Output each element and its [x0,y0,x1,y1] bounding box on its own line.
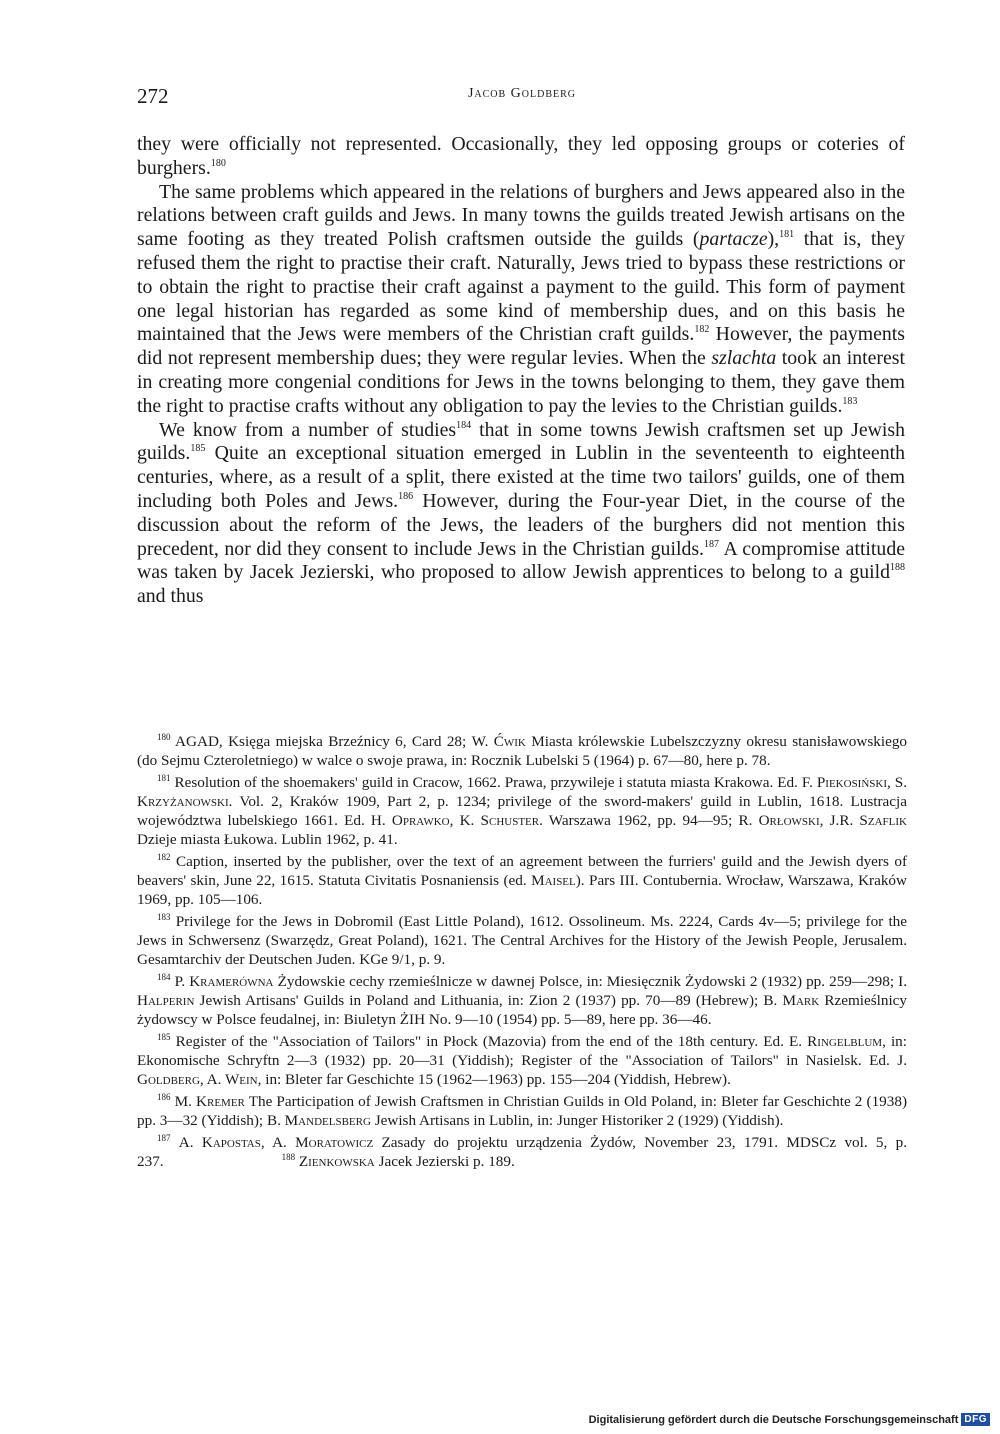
footnote-182 [137,852,907,909]
footnote-text: Resolution of the shoemakers' guild in Cracow, 1662. Prawa, przywileje i statuta miasta Krakowa. Ed. [170,774,802,791]
footnote-181 [137,773,907,849]
page-header [137,84,907,110]
dfg-logo-icon: DFG [961,1413,990,1426]
footnote-text: , in: Ekonomische Schryftn 2—3 (1932) pp. 20—31 (Yiddish); Register of the "Association of Tailors" in Nasielsk. Ed. [137,1033,907,1069]
text-run: A compromise attitude was taken by Jacek Jezierski, who proposed to allow Jewish apprentices to belong to a guild [137,537,905,584]
footnote-number: 185 [157,1032,171,1042]
text-run: took an interest in creating more congenial conditions for Jews in the towns belonging to them, they gave them the right to practise crafts without any obligation to pay the levies to the Christian guilds. [137,347,905,417]
footnote-ref-183[interactable]: 183 [842,395,858,407]
author-name: J. Goldberg, A. Wein [137,1052,907,1088]
footnote-text: Żydowskie cechy rzemieślnicze w dawnej Polsce, in: Miesięcznik Żydowski 2 (1932) pp. 259—298; [273,973,899,990]
footnote-ref-187[interactable]: 187 [703,538,719,550]
author-name: B. Mandelsberg [266,1112,371,1129]
footnote-text: Jewish Artisans' Guilds in Poland and Lithuania, in: Zion 2 (1937) pp. 70—89 (Hebrew); [194,992,764,1009]
banner-text: Digitalisierung gefördert durch die Deutsche Forschungsgemeinschaft [588,1413,959,1426]
footnote-ref-181[interactable]: 181 [779,229,795,241]
footnote-text: . Vol. 2, Kraków 1909, Part 2, p. 1234; privilege of the sword-makers' guild in Lublin, 1618. Lustracja województwa lubelskiego 1661. Ed. [137,793,907,829]
author-name: B. Mark [763,992,820,1009]
author-name: E. Ringelblum [789,1033,883,1050]
running-head: Jacob Goldberg [467,86,577,101]
author-name: R. Orłowski, J.R. Szaflik [738,812,907,829]
footnote-number: 184 [157,972,171,982]
paragraph-3 [137,419,905,609]
footnote-text: Caption, inserted by the publisher, over the text of an agreement between the furriers' guild and the Jewish dyers of beavers' skin, June 22, 1615. Statuta Civitatis Posnaniensis (ed. [137,853,907,889]
footnote-number: 183 [157,912,171,922]
author-name: M. Kremer [174,1093,245,1110]
digitization-banner [589,1413,990,1426]
footnote-185 [137,1032,907,1089]
footnote-text: Privilege for the Jews in Dobromil (East Little Poland), 1612. Ossolineum. Ms. 2224, Cards 4v—5; privilege for the Jews in Schwersenz (Swarzędz, Great Poland), 1621. The Central Archives for the History of the Jewish People, Jerusalem. Gesamtarchiv der Deutschen Juden. KGe 9/1, p. 9. [137,913,907,968]
text-run: that in some towns Jewish craftsmen set up Jewish guilds. [137,418,905,465]
footnote-text: Jacek Jezierski p. 189. [374,1153,515,1170]
author-name: H. Oprawko, K. Schuster [370,812,540,829]
text-run: that is, they refused them the right to practise their craft. Naturally, Jews tried to bypass these restrictions or to obtain the right to practise their craft against a payment to the guild. This form of payment one legal historian has regarded as some kind of membership dues, and on this basis he maintained that the Jews were members of the Christian craft guilds. [137,228,905,346]
footnotes [137,732,907,1174]
author-name: F. Piekosiński, S. Krzyżanowski [137,774,908,810]
author-name: A. Kapostas, A. Moratowicz [178,1134,374,1151]
author-name: Zienkowska [298,1153,375,1170]
footnote-ref-188[interactable]: 188 [890,562,905,574]
footnote-text: Jewish Artisans in Lublin, in: Junger Historiker 2 (1929) (Yiddish). [370,1112,784,1129]
footnote-number: 180 [157,732,171,742]
footnote-text: Miasta królewskie Lubelszczyzny okresu stanisławowskiego (do Sejmu Czteroletniego) w walce o swoje prawa, in: Rocznik Lubelski 5 (1964) p. 67—80, here p. 78. [137,733,908,769]
paragraph-2 [137,181,905,419]
author-name: W. Ćwik [471,733,526,750]
footnote-text: Rzemieślnicy żydowscy w Polsce feudalnej, in: Biuletyn ŻIH No. 9—10 (1954) pp. 5—89, here pp. 36—46. [137,992,908,1028]
footnote-text: Zasady do projektu urządzenia Żydów, November 23, 1791. MDSCz vol. 5, p. 237. [137,1134,908,1170]
footnote-text: AGAD, Księga miejska Brzeźnicy 6, Card 28; [170,733,472,750]
footnote-183 [137,912,907,969]
footnote-text: The Participation of Jewish Craftsmen in Christian Guilds in Old Poland, in: Bleter far Geschichte 2 (1938) pp. 3—32 (Yiddish); [137,1093,908,1129]
footnote-text: Dzieje miasta Łukowa. Lublin 1962, p. 41. [137,831,398,848]
footnote-188 [282,1153,515,1170]
footnote-ref-182[interactable]: 182 [694,324,710,336]
footnote-180 [137,732,907,770]
footnote-ref-180[interactable]: 180 [210,157,226,169]
footnote-text: Register of the "Association of Tailors" in Płock (Mazovia) from the end of the 18th century. Ed. [170,1033,790,1050]
footnote-ref-186[interactable]: 186 [398,490,414,502]
author-name: Maisel [531,872,576,889]
footnote-text: , in: Bleter far Geschichte 15 (1962—1963) pp. 155—204 (Yiddish, Hebrew). [257,1071,731,1088]
italic-term: szlachta [711,347,777,370]
page-number: 272 [137,84,169,108]
italic-term: partacze [699,228,768,251]
author-name: I. Halperin [137,973,908,1009]
text-run: However, during the Four-year Diet, in the course of the discussion about the reform of the Jews, the leaders of the burghers did not mention this precedent, nor did they consent to include Jews in the Christian guilds. [137,489,905,560]
footnote-number: 186 [157,1092,171,1102]
text-run: ), [767,228,780,251]
footnote-number: 187 [157,1133,171,1143]
text-run: and thus [137,585,204,608]
footnote-text: . Warszawa 1962, pp. 94—95; [539,812,739,829]
footnote-number: 182 [157,852,171,862]
footnote-184 [137,972,907,1029]
footnote-186 [137,1092,907,1130]
footnote-ref-185[interactable]: 185 [190,443,206,455]
text-run: they were officially not represented. Occasionally, they led opposing groups or coteries of burghers. [137,133,905,179]
text-run: Quite an exceptional situation emerged in Lublin in the seventeenth to eighteenth centuries, where, as a result of a split, there existed at the time two tailors' guilds, one of them including both Poles and Jews. [137,442,905,512]
footnote-text [171,1134,179,1151]
text-run: The same problems which appeared in the relations of burghers and Jews appeared also in the relations between craft guilds and Jews. In many towns the guilds treated Jewish artisans on the same footing as they treated Polish craftsmen outside the guilds ( [137,180,905,251]
text-run: However, the payments did not represent membership dues; they were regular levies. When the [137,323,906,370]
footnote-number: 181 [157,773,171,783]
author-name: P. Kramerówna [174,973,274,990]
footnote-187 [137,1133,907,1171]
main-text [137,133,905,609]
footnote-ref-184[interactable]: 184 [456,419,472,431]
paragraph-1 [137,133,905,181]
footnote-text: ). Pars III. Contubernia. Wrocław, Warszawa, Kraków 1969, pp. 105—106. [137,872,907,908]
footnote-number: 188 [281,1152,296,1162]
text-run: We know from a number of studies [159,418,457,441]
